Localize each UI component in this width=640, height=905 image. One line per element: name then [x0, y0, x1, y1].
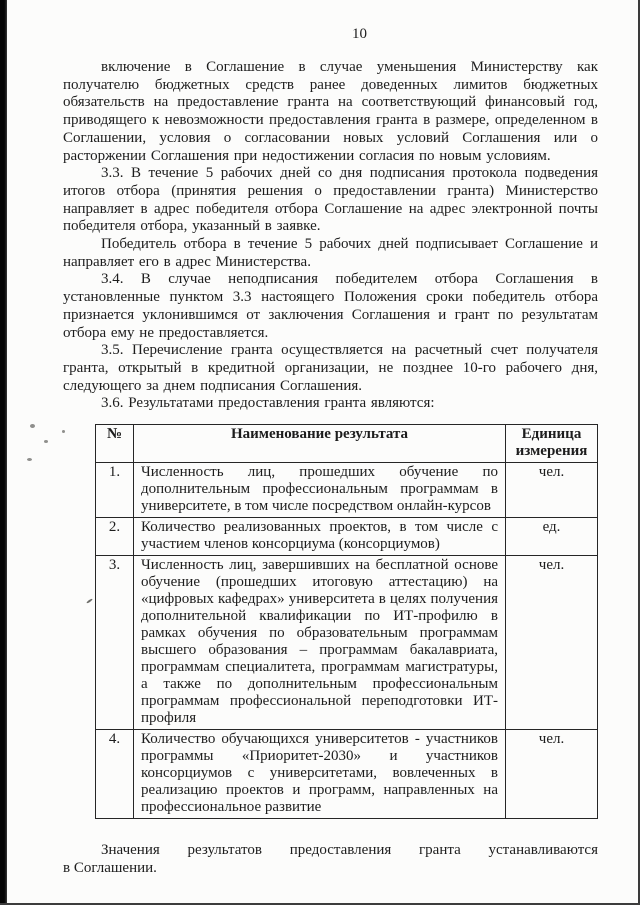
table-row: [96, 518, 598, 556]
header-result-name: Наименование результата: [134, 425, 506, 463]
header-unit: Единица измерения: [506, 425, 598, 463]
scan-edge-left: [0, 0, 7, 905]
paragraph-3-3-cont: Победитель отбора в течение 5 рабочих дней подписывает Соглашение и направляет его в адрес Министерства.: [63, 236, 598, 270]
closing-line-2: в Соглашении.: [63, 859, 157, 876]
paragraph-3-4: 3.4. В случае неподписания победителем отбора Соглашения в установленные пунктом 3.3 настоящего Положения сроки победитель отбора признается уклонившимся от заключения Соглашения и грант по результатам отбора ему не предоставляется.: [63, 271, 598, 341]
table-row: [96, 730, 598, 819]
row-result-name: Количество реализованных проектов, в том числе с участием членов консорциума (консорциумов): [134, 518, 506, 556]
row-result-name: Численность лиц, завершивших на бесплатной основе обучение (прошедших итоговую аттестацию) на «цифровых кафедрах» университета в целях получения дополнительной квалификации по ИТ-профилю в рамках обучения по образовательным программам высшего образования – программам бакалавриата, программам специалитета, программам магистратуры, а также по дополнительным профессиональным программам профессиональной переподготовки ИТ-профиля: [134, 556, 506, 730]
paragraph-3-3: 3.3. В течение 5 рабочих дней со дня подписания протокола подведения итогов отбора (принятия решения о предоставлении гранта) Министерство направляет в адрес победителя отбора Соглашение на адрес электронной почты победителя отбора, указанный в заявке.: [63, 165, 598, 235]
row-result-name: Численность лиц, прошедших обучение по дополнительным профессиональным программам в университете, в том числе посредством онлайн-курсов: [134, 463, 506, 518]
scan-speck: [44, 440, 48, 443]
table-row: [96, 556, 598, 730]
document-body: [63, 59, 598, 877]
results-table: [95, 424, 598, 819]
row-number: 4.: [96, 730, 134, 819]
paragraph-3-6: 3.6. Результатами предоставления гранта являются:: [101, 395, 435, 412]
row-number: 3.: [96, 556, 134, 730]
paragraph-closing: [63, 842, 598, 877]
header-number: №: [96, 425, 134, 463]
row-unit: чел.: [506, 556, 598, 730]
scan-speck: [30, 424, 35, 428]
page-number: 10: [352, 26, 367, 42]
table-row: [96, 463, 598, 518]
row-number: 2.: [96, 518, 134, 556]
scan-speck: [27, 458, 32, 461]
row-unit: чел.: [506, 730, 598, 819]
row-unit: чел.: [506, 463, 598, 518]
table-header-row: [96, 425, 598, 463]
row-unit: ед.: [506, 518, 598, 556]
closing-line-1: Значения результатов предоставления гранта устанавливаются: [101, 842, 598, 859]
paragraph-3-5: 3.5. Перечисление гранта осуществляется на расчетный счет получателя гранта, открытый в кредитной организации, не позднее 10-го рабочего дня, следующего за днем подписания Соглашения.: [63, 342, 598, 394]
paragraph-continuation: включение в Соглашение в случае уменьшения Министерству как получателю бюджетных средств ранее доведенных лимитов бюджетных обязательств на предоставление гранта на соответствующий финансовый год, приводящего к невозможности предоставления гранта в размере, определенном в Соглашении, условия о согласовании новых условий Соглашения или о расторжении Соглашения при недостижении согласия по новым условиям.: [63, 59, 598, 164]
row-number: 1.: [96, 463, 134, 518]
row-result-name: Количество обучающихся университетов - участников программы «Приоритет-2030» и участников консорциумов с университетами, вовлеченных в реализацию проектов и программ, направленных на профессиональное развитие: [134, 730, 506, 819]
